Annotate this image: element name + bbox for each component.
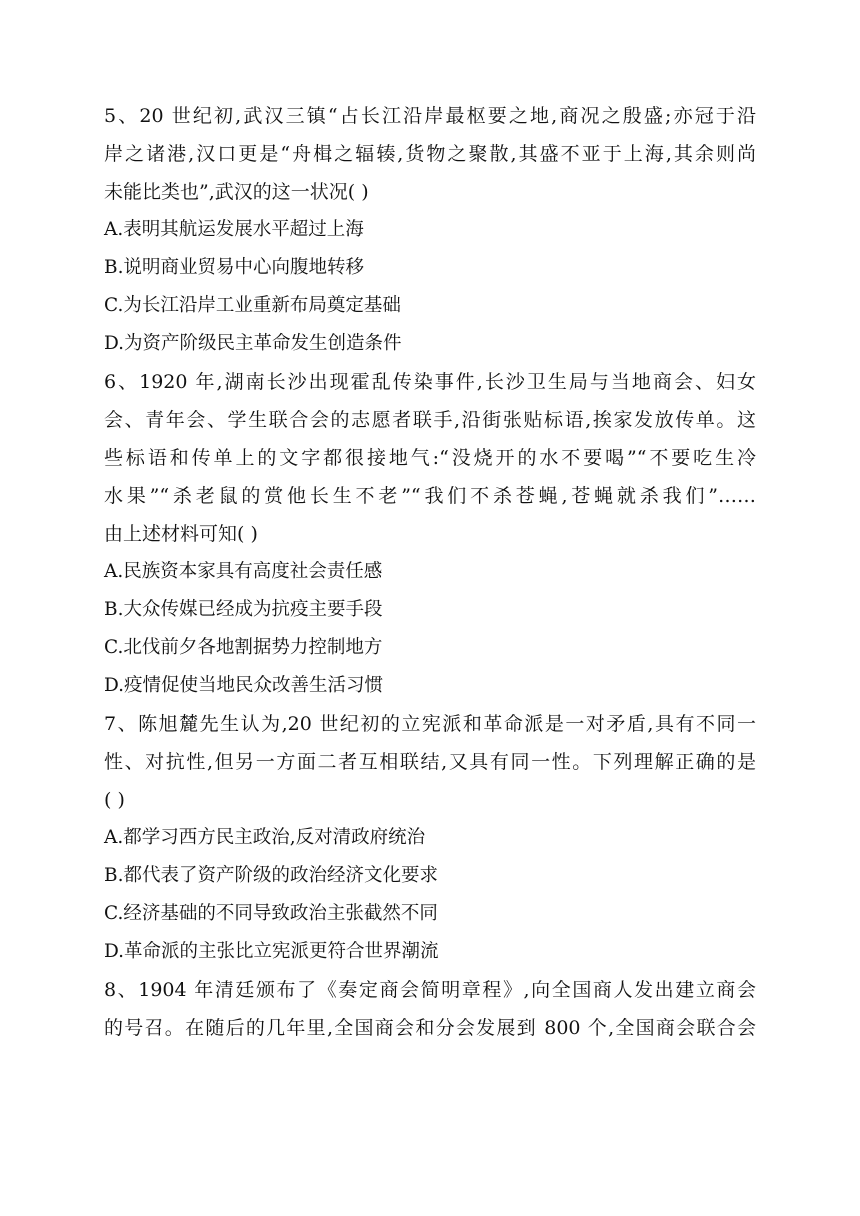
answer-option-d: D.革命派的主张比立宪派更符合世界潮流 [104,941,439,962]
question-8 [104,971,756,1047]
question-stem-line: 8、1904 年清廷颁布了《奏定商会简明章程》,向全国商人发出建立商会 [104,979,756,1001]
question-5 [104,97,756,363]
question-stem-line: 性、对抗性,但另一方面二者互相联结,又具有同一性。下列理解正确的是 [104,751,756,773]
answer-option-c: C.经济基础的不同导致政治主张截然不同 [104,903,438,924]
question-stem-line: 7、陈旭麓先生认为,20 世纪初的立宪派和革命派是一对矛盾,具有不同一 [104,713,756,735]
question-stem-line: 岸之诸港,汉口更是“舟楫之辐辏,货物之聚散,其盛不亚于上海,其余则尚 [104,143,756,165]
question-stem-line: 会、青年会、学生联合会的志愿者联手,沿街张贴标语,挨家发放传单。这 [104,409,756,431]
question-stem-line: 些标语和传单上的文字都很接地气:“没烧开的水不要喝”“不要吃生冷 [104,447,756,469]
question-stem-line: 由上述材料可知( ) [104,523,258,545]
answer-option-a: A.民族资本家具有高度社会责任感 [104,561,383,582]
question-stem-line: 5、20 世纪初,武汉三镇“占长江沿岸最枢要之地,商况之殷盛;亦冠于沿 [104,105,756,127]
answer-option-b: B.说明商业贸易中心向腹地转移 [104,257,364,278]
answer-option-d: D.疫情促使当地民众改善生活习惯 [104,675,384,696]
question-6 [104,363,756,705]
answer-option-a: A.表明其航运发展水平超过上海 [104,219,364,240]
answer-option-c: C.为长江沿岸工业重新布局奠定基础 [104,295,401,316]
document-page [104,97,756,1047]
question-stem-line: 未能比类也”,武汉的这一状况( ) [104,181,369,203]
answer-option-c: C.北伐前夕各地割据势力控制地方 [104,637,383,658]
answer-option-b: B.都代表了资产阶级的政治经济文化要求 [104,865,438,886]
answer-option-b: B.大众传媒已经成为抗疫主要手段 [104,599,383,620]
answer-option-d: D.为资产阶级民主革命发生创造条件 [104,333,402,354]
question-stem-line: 的号召。在随后的几年里,全国商会和分会发展到 800 个,全国商会联合会 [104,1017,756,1039]
question-7 [104,705,756,971]
question-stem-line: 水果”“杀老鼠的赏他长生不老”“我们不杀苍蝇,苍蝇就杀我们”…… [104,485,756,507]
question-stem-line: 6、1920 年,湖南长沙出现霍乱传染事件,长沙卫生局与当地商会、妇女 [104,371,756,393]
answer-option-a: A.都学习西方民主政治,反对清政府统治 [104,827,426,848]
question-stem-line: ( ) [104,789,125,811]
